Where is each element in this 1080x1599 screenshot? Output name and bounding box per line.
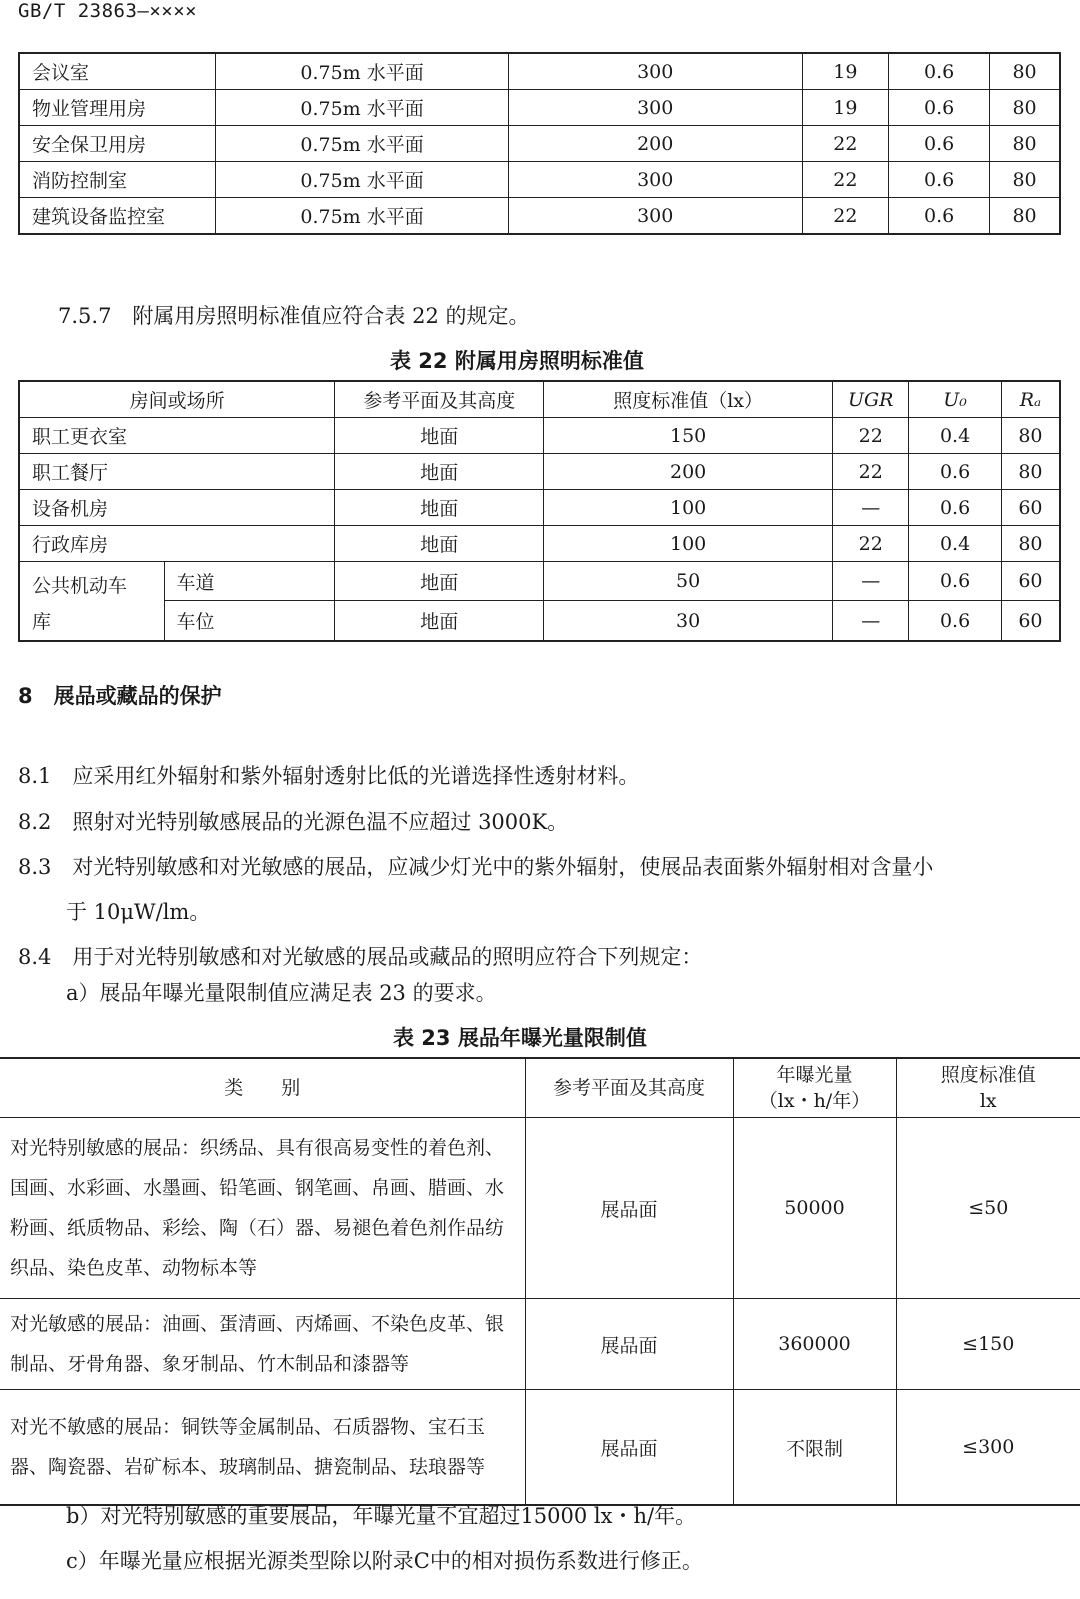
cell: — [833, 490, 909, 526]
cell: 对光不敏感的展品：铜铁等金属制品、石质器物、宝石玉器、陶瓷器、岩矿标本、玻璃制品、搪瓷制品、珐琅器等 [0, 1390, 525, 1506]
table-row [19, 90, 1060, 126]
clause-8-4: 8.4 用于对光特别敏感和对光敏感的展品或藏品的照明应符合下列规定： [18, 945, 703, 969]
table-22-caption: 表 22 附属用房照明标准值 [390, 349, 644, 373]
cell: 80 [1001, 454, 1060, 490]
cell: 地面 [335, 418, 544, 454]
cell: 19 [802, 53, 889, 90]
cell: 300 [508, 162, 802, 198]
table-row [19, 198, 1060, 235]
header-cell: U₀ [909, 381, 1002, 418]
cell: 360000 [733, 1299, 896, 1390]
cell: 0.75m 水平面 [216, 162, 509, 198]
cell: 对光特别敏感的展品：织绣品、具有很高易变性的着色剂、国画、水彩画、水墨画、铅笔画、钢笔画、帛画、腊画、水粉画、纸质物品、彩绘、陶（石）器、易褪色着色剂作品纺织品、染色皮革、动物标本等 [0, 1118, 525, 1299]
header-cell [733, 1058, 896, 1118]
cell: 0.6 [889, 198, 990, 235]
cell: ≤150 [896, 1299, 1080, 1390]
cell: 0.4 [909, 526, 1002, 562]
cell: 80 [1001, 418, 1060, 454]
clause-8-3-line1: 8.3 对光特别敏感和对光敏感的展品，应减少灯光中的紫外辐射，使展品表面紫外辐射相对含量小 [18, 855, 934, 879]
cell: 0.6 [909, 454, 1002, 490]
cell: 0.4 [909, 418, 1002, 454]
cell: 建筑设备监控室 [19, 198, 216, 235]
table-23-caption: 表 23 展品年曝光量限制值 [393, 1026, 647, 1050]
cell: 0.75m 水平面 [216, 90, 509, 126]
table-22 [18, 380, 1061, 642]
header-line: 年曝光量 [776, 1064, 853, 1086]
cell: 车位 [164, 601, 335, 641]
cell: 300 [508, 198, 802, 235]
cell: 地面 [335, 526, 544, 562]
cell: ≤50 [896, 1118, 1080, 1299]
cell: 200 [544, 454, 833, 490]
cell: 22 [833, 526, 909, 562]
cell: 0.6 [889, 126, 990, 162]
cell: 0.6 [909, 490, 1002, 526]
cell: 0.6 [909, 601, 1002, 641]
cell: ≤300 [896, 1390, 1080, 1506]
header-cell: 参考平面及其高度 [525, 1058, 733, 1118]
cell: 对光敏感的展品：油画、蛋清画、丙烯画、不染色皮革、银制品、牙骨角器、象牙制品、竹木制品和漆器等 [0, 1299, 525, 1390]
cell: 80 [990, 198, 1060, 235]
table-23-header-row [0, 1058, 1080, 1118]
cell: 80 [990, 90, 1060, 126]
table-row [19, 490, 1060, 526]
header-cell: Rₐ [1001, 381, 1060, 418]
cell: 0.75m 水平面 [216, 198, 509, 235]
table-row [19, 562, 1060, 601]
cell: 物业管理用房 [19, 90, 216, 126]
cell: 22 [833, 454, 909, 490]
table-row [19, 162, 1060, 198]
cell: 设备机房 [19, 490, 335, 526]
cell: 80 [990, 162, 1060, 198]
cell: 50000 [733, 1118, 896, 1299]
table-row [19, 601, 1060, 641]
table-row [0, 1118, 1080, 1299]
garage-label-cell [19, 562, 164, 642]
cell: 300 [508, 90, 802, 126]
cell: 100 [544, 526, 833, 562]
cell: 22 [833, 418, 909, 454]
cell: 展品面 [525, 1390, 733, 1506]
header-line: 照度标准值 [940, 1064, 1036, 1086]
cell: 职工更衣室 [19, 418, 335, 454]
cell: 不限制 [733, 1390, 896, 1506]
cell: 22 [802, 126, 889, 162]
garage-label-line1: 公共机动车 [32, 575, 128, 597]
cell: 地面 [335, 454, 544, 490]
cell: 200 [508, 126, 802, 162]
cell: 0.6 [889, 53, 990, 90]
header-cell: 类 别 [0, 1058, 525, 1118]
document-header: GB/T 23863—×××× [18, 0, 198, 22]
cell: 0.75m 水平面 [216, 53, 509, 90]
clause-7-5-7: 7.5.7 附属用房照明标准值应符合表 22 的规定。 [58, 304, 530, 328]
table-row [0, 1390, 1080, 1506]
header-cell: 参考平面及其高度 [335, 381, 544, 418]
cell: 0.75m 水平面 [216, 126, 509, 162]
cell: 60 [1001, 562, 1060, 601]
table-row [19, 526, 1060, 562]
cell: 会议室 [19, 53, 216, 90]
cell: 60 [1001, 490, 1060, 526]
cell: 消防控制室 [19, 162, 216, 198]
table-row [19, 454, 1060, 490]
cell: 100 [544, 490, 833, 526]
cell: 地面 [335, 490, 544, 526]
cell: 0.6 [889, 90, 990, 126]
clause-8-1: 8.1 应采用红外辐射和紫外辐射透射比低的光谱选择性透射材料。 [18, 764, 640, 788]
cell: 车道 [164, 562, 335, 601]
table-continued [18, 52, 1061, 235]
cell: 300 [508, 53, 802, 90]
cell: 0.6 [909, 562, 1002, 601]
cell: — [833, 562, 909, 601]
cell: 职工餐厅 [19, 454, 335, 490]
table-row [19, 418, 1060, 454]
cell: 行政库房 [19, 526, 335, 562]
cell: 80 [990, 53, 1060, 90]
cell: 地面 [335, 601, 544, 641]
header-cell [896, 1058, 1080, 1118]
cell: 0.6 [889, 162, 990, 198]
cell: 19 [802, 90, 889, 126]
garage-label-line2: 库 [32, 611, 52, 633]
cell: 22 [802, 198, 889, 235]
cell: 安全保卫用房 [19, 126, 216, 162]
cell: 80 [990, 126, 1060, 162]
header-line: （lx・h/年） [758, 1090, 871, 1112]
cell: 展品面 [525, 1299, 733, 1390]
header-cell: UGR [833, 381, 909, 418]
table-23 [0, 1057, 1080, 1506]
cell: 150 [544, 418, 833, 454]
table-row [19, 53, 1060, 90]
header-cell: 照度标准值（lx） [544, 381, 833, 418]
clause-8-4-a: a）展品年曝光量限制值应满足表 23 的要求。 [66, 981, 497, 1005]
cell: — [833, 601, 909, 641]
cell: 展品面 [525, 1118, 733, 1299]
clause-8-3-line2: 于 10μW/lm。 [66, 900, 211, 924]
section-8-heading: 8 展品或藏品的保护 [18, 684, 222, 708]
cell: 22 [802, 162, 889, 198]
table-22-header-row [19, 381, 1060, 418]
table-row [19, 126, 1060, 162]
cell: 80 [1001, 526, 1060, 562]
table-row [0, 1299, 1080, 1390]
header-line: lx [979, 1090, 997, 1112]
cell: 30 [544, 601, 833, 641]
cell: 50 [544, 562, 833, 601]
clause-8-4-c: c）年曝光量应根据光源类型除以附录C中的相对损伤系数进行修正。 [66, 1549, 703, 1573]
clause-8-4-b: b）对光特别敏感的重要展品，年曝光量不宜超过15000 lx・h/年。 [66, 1504, 697, 1528]
cell: 60 [1001, 601, 1060, 641]
clause-8-2: 8.2 照射对光特别敏感展品的光源色温不应超过 3000K。 [18, 810, 569, 834]
header-cell: 房间或场所 [19, 381, 335, 418]
cell: 地面 [335, 562, 544, 601]
